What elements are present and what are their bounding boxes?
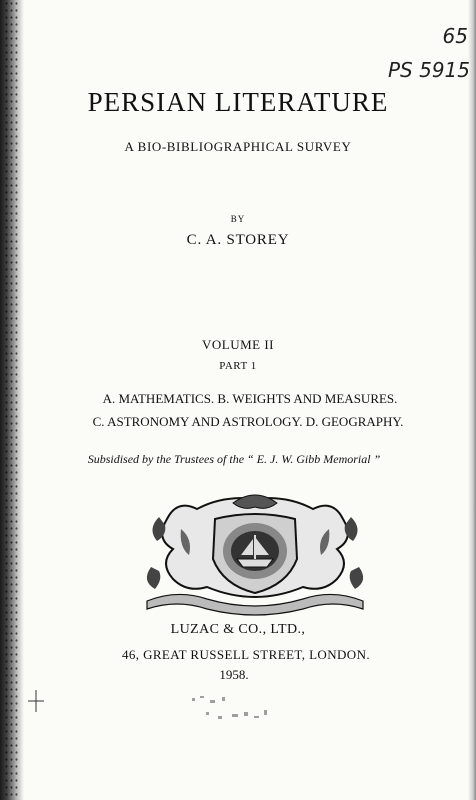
by-label: BY (230, 214, 246, 224)
book-subtitle: A BIO-BIBLIOGRAPHICAL SURVEY (124, 139, 352, 154)
handwritten-corner-mark: 65 (442, 24, 468, 48)
subsidy-note: Subsidised by the Trustees of the “ E. J. W. Gibb Memorial ” (87, 452, 381, 466)
registration-mark-icon (28, 690, 44, 712)
publisher-name: LUZAC & CO., LTD., (170, 622, 306, 637)
heraldic-crest-icon (137, 489, 373, 619)
faded-stamp-icon (188, 692, 278, 726)
subjects-line-2: C. ASTRONOMY AND ASTROLOGY. D. GEOGRAPHY. (92, 414, 404, 429)
publisher-address: 46, GREAT RUSSELL STREET, LONDON. (121, 647, 371, 662)
handwritten-shelf-mark: PS 5915 (387, 58, 470, 82)
part-label: PART 1 (219, 360, 257, 372)
subjects-line-1: A. MATHEMATICS. B. WEIGHTS AND MEASURES. (102, 391, 398, 406)
book-title: PERSIAN LITERATURE (87, 87, 389, 117)
volume-label: VOLUME II (201, 337, 274, 352)
author-name: C. A. STOREY (186, 232, 290, 248)
publication-year: 1958. (219, 667, 249, 682)
